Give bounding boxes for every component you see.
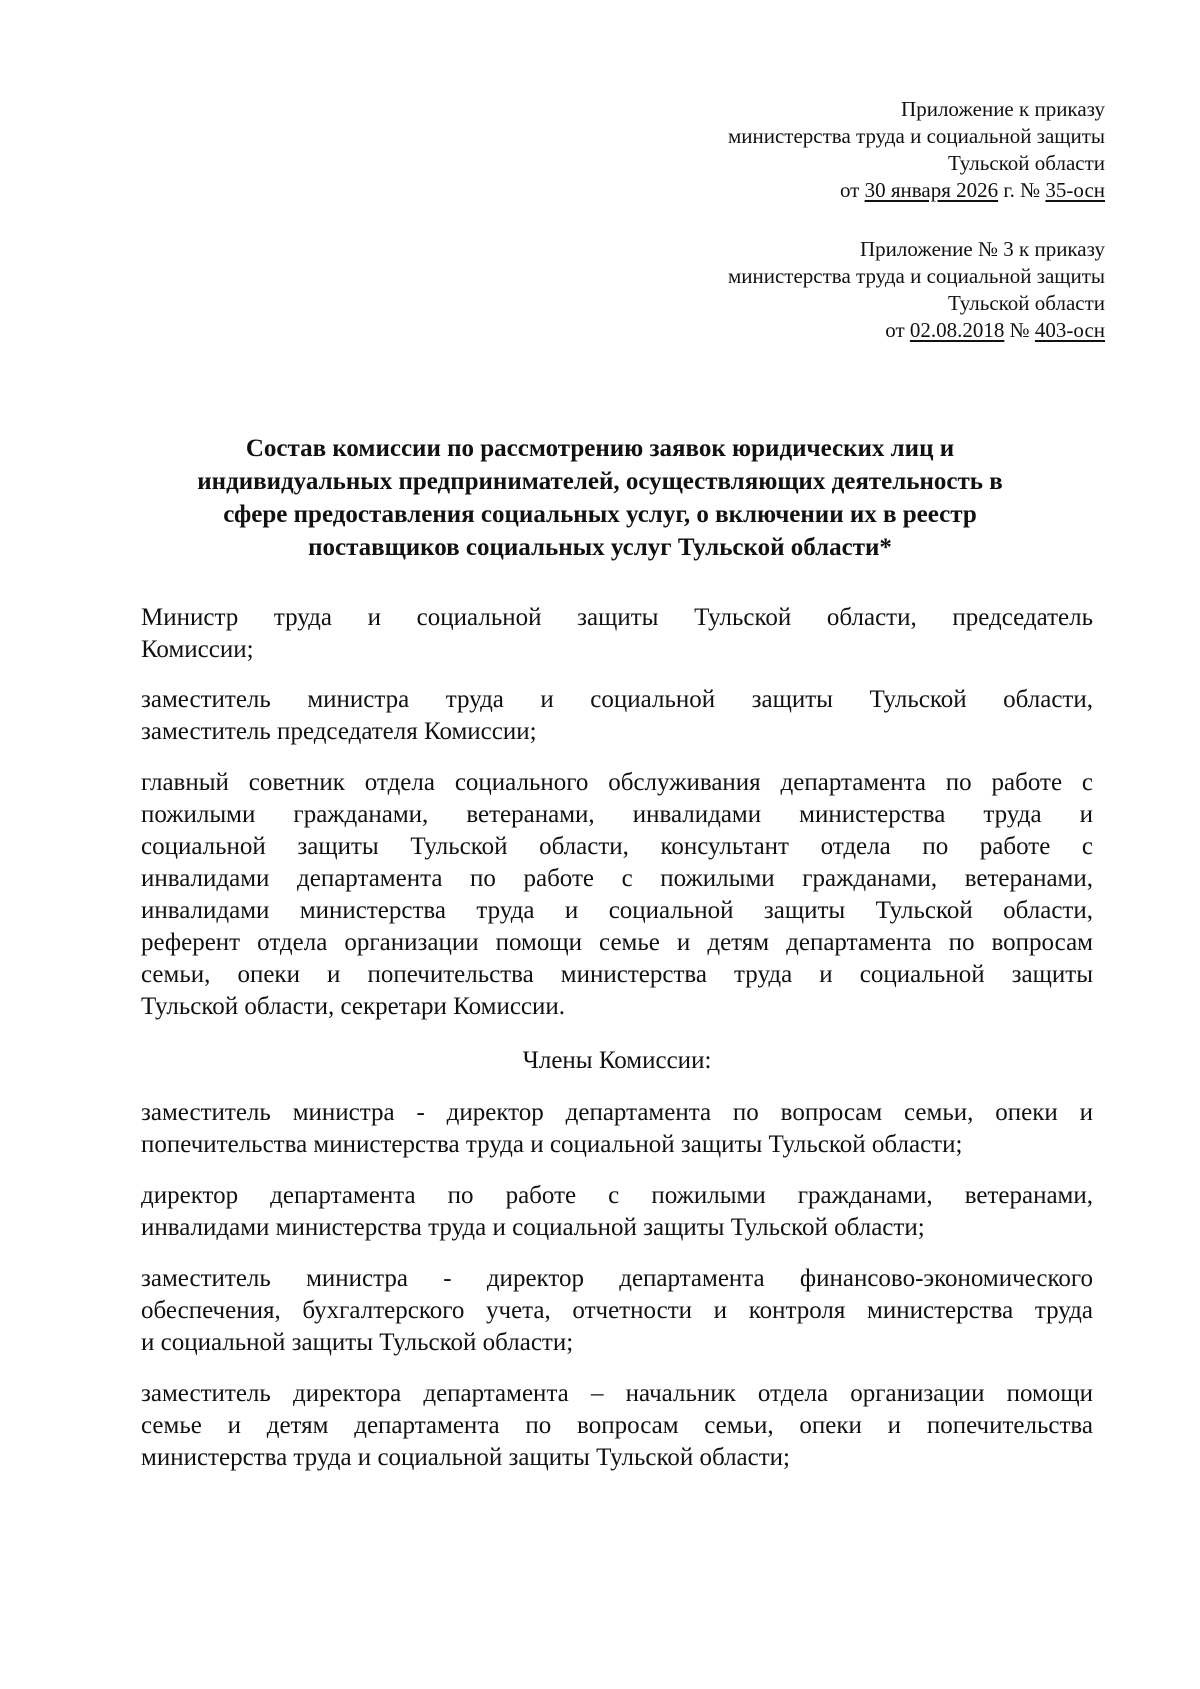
- member-paragraph: [141, 1097, 1093, 1161]
- appendix-line: Тульской области: [947, 291, 1105, 315]
- text-line: обеспечения, бухгалтерского учета, отчетности и контроля министерства труда: [141, 1297, 1093, 1324]
- appendix-line: Приложение № 3 к приказу: [860, 237, 1105, 261]
- text-line: социальной защиты Тульской области, консультант отдела по работе с: [141, 833, 1093, 860]
- deputy-chairman-paragraph: [141, 684, 1093, 748]
- order-date-line: [585, 317, 1105, 344]
- text-line: заместитель директора департамента – начальник отдела организации помощи: [141, 1380, 1093, 1407]
- text-line: попечительства министерства труда и социальной защиты Тульской области;: [141, 1131, 963, 1158]
- title-line: сфере предоставления социальных услуг, о включении их в реестр: [223, 501, 977, 528]
- title-line: Состав комиссии по рассмотрению заявок юридических лиц и: [245, 435, 955, 462]
- order-date: 30 января 2026: [864, 178, 999, 202]
- text-line: инвалидами министерства труда и социальной защиты Тульской области;: [141, 1214, 925, 1241]
- date-prefix: от: [839, 178, 865, 202]
- text-line: директор департамента по работе с пожилыми гражданами, ветеранами,: [141, 1182, 1093, 1209]
- appendix-line: Приложение к приказу: [901, 97, 1105, 121]
- text-line: инвалидами департамента по работе с пожилыми гражданами, ветеранами,: [141, 865, 1093, 892]
- appendix-line: министерства труда и социальной защиты: [727, 124, 1105, 148]
- appendix-header-original: [585, 236, 1105, 344]
- member-paragraph: [141, 1263, 1093, 1359]
- order-date-line: [585, 177, 1105, 204]
- secretaries-paragraph: [141, 767, 1093, 1023]
- appendix-line: министерства труда и социальной защиты: [727, 264, 1105, 288]
- chairman-paragraph: [141, 602, 1093, 666]
- title-line: поставщиков социальных услуг Тульской области*: [308, 534, 892, 561]
- text-line: заместитель министра - директор департамента финансово-экономического: [141, 1265, 1093, 1292]
- text-line: министерства труда и социальной защиты Тульской области;: [141, 1444, 790, 1471]
- text-line: семьи, опеки и попечительства министерства труда и социальной защиты: [141, 961, 1093, 988]
- text-line: Тульской области, секретари Комиссии.: [141, 993, 566, 1020]
- text-line: пожилыми гражданами, ветеранами, инвалидами министерства труда и: [141, 801, 1093, 828]
- text-line: заместитель министра - директор департамента по вопросам семьи, опеки и: [141, 1099, 1093, 1126]
- text-line: и социальной защиты Тульской области;: [141, 1329, 574, 1356]
- order-number: 35-осн: [1045, 178, 1105, 202]
- text-line: Комиссии;: [141, 636, 254, 663]
- order-date: 02.08.2018: [909, 318, 1005, 342]
- document-title: [140, 432, 1060, 564]
- title-line: индивидуальных предпринимателей, осуществляющих деятельность в: [197, 468, 1003, 495]
- order-number: 403-осн: [1034, 318, 1105, 342]
- text-line: заместитель председателя Комиссии;: [141, 718, 537, 745]
- appendix-line: Тульской области: [947, 151, 1105, 175]
- member-paragraph: [141, 1180, 1093, 1244]
- member-paragraph: [141, 1378, 1093, 1474]
- text-line: семье и детям департамента по вопросам семьи, опеки и попечительства: [141, 1412, 1093, 1439]
- number-prefix: г. №: [998, 178, 1046, 202]
- text-line: референт отдела организации помощи семье и детям департамента по вопросам: [141, 929, 1093, 956]
- members-heading: Члены Комиссии:: [522, 1047, 712, 1074]
- text-line: Министр труда и социальной защиты Тульской области, председатель: [141, 604, 1093, 631]
- text-line: заместитель министра труда и социальной защиты Тульской области,: [141, 686, 1093, 713]
- number-prefix: №: [1004, 318, 1035, 342]
- appendix-header-current: [585, 96, 1105, 204]
- text-line: инвалидами министерства труда и социальной защиты Тульской области,: [141, 897, 1093, 924]
- date-prefix: от: [885, 318, 910, 342]
- text-line: главный советник отдела социального обслуживания департамента по работе с: [141, 769, 1093, 796]
